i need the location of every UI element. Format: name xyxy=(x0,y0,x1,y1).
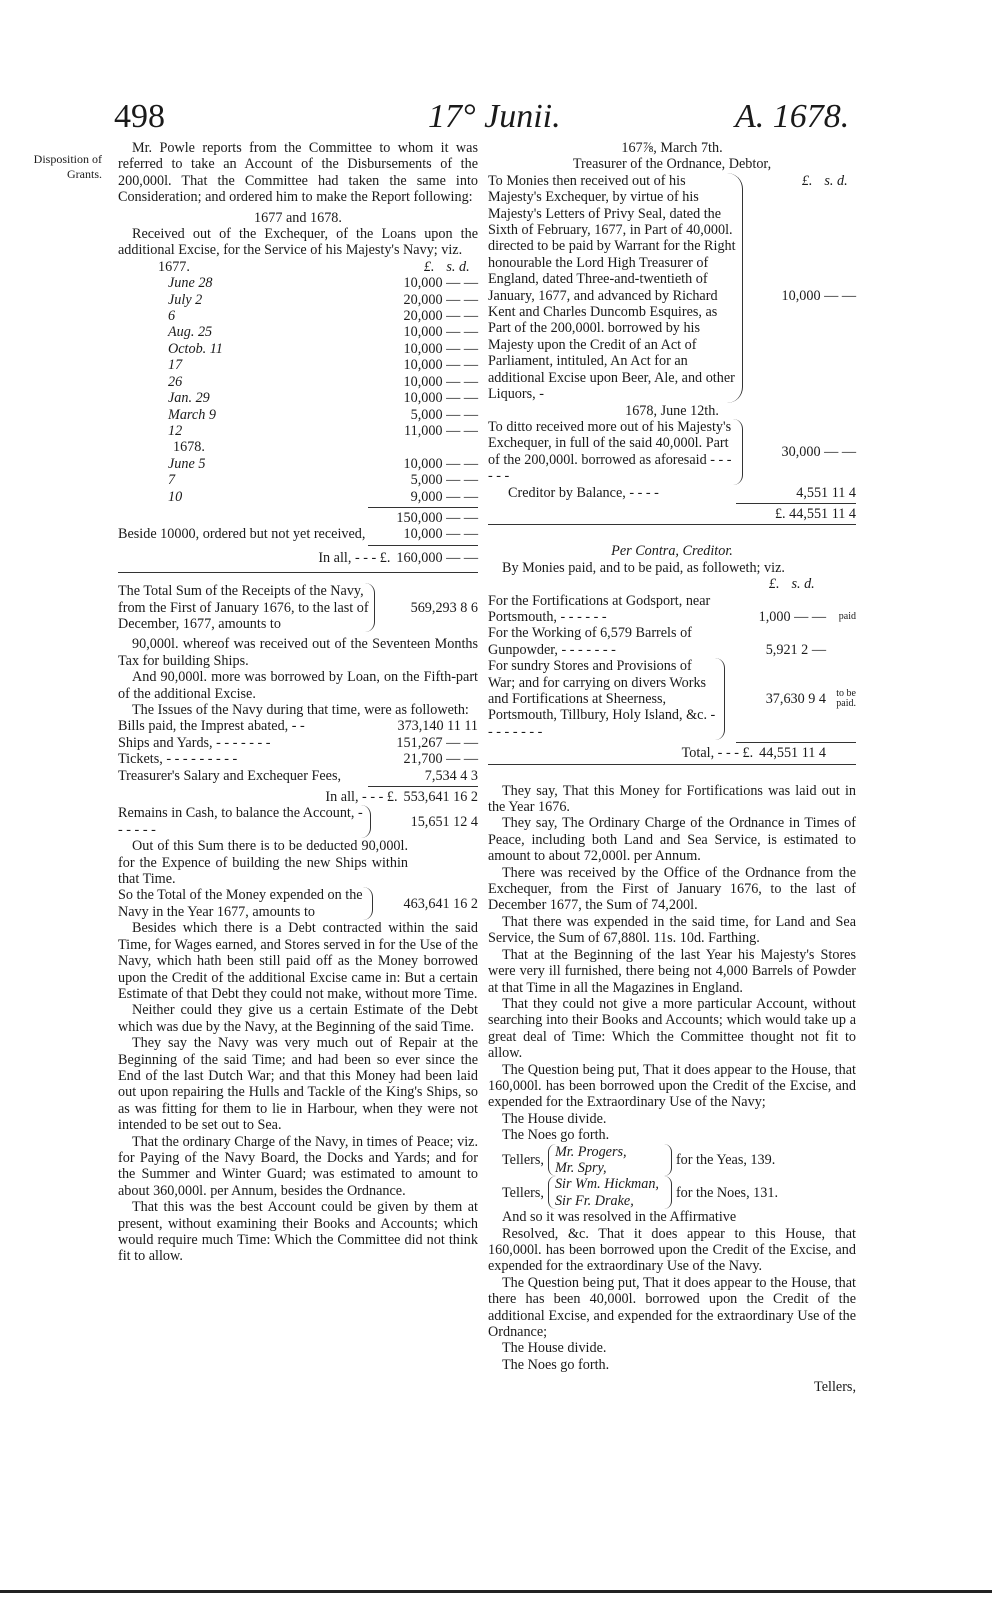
issues-heading: The Issues of the Navy during that time, were as followeth: xyxy=(132,702,469,718)
teller-progers: Mr. Progers, xyxy=(554,1143,627,1160)
yeas-result: for the Yeas, 139. xyxy=(675,1151,776,1168)
ledger-amount: 21,700 — — xyxy=(403,751,478,768)
ledger-amount: 20,000 — — xyxy=(403,308,478,325)
subtotal-amount: 150,000 — — xyxy=(396,509,478,526)
ledger-row xyxy=(118,423,478,439)
ledger-label: 10 xyxy=(168,488,183,505)
received-paragraph: Received out of the Exchequer, of the Loans upon the additional Excise, for the Service of his Majesty's Navy; viz. xyxy=(118,226,478,259)
house-divide-2: The House divide. xyxy=(502,1340,607,1357)
ledger-row xyxy=(118,768,478,784)
ledger-amount: 10,000 — — xyxy=(403,373,478,390)
para-neither: Neither could they give us a certain Estimate of the Debt which was due by the Navy, at the Beginning of the said Time. xyxy=(118,1002,478,1035)
ledger-label: Jan. 29 xyxy=(168,390,210,407)
total-receipts-row xyxy=(118,583,478,632)
expended-text: So the Total of the Money expended on the Navy in the Year 1677, amounts to xyxy=(118,887,373,920)
para-question-navy: The Question being put, That it does appear to the House, that 160,000l. has been borrowed upon the Credit of the Excise, and expended for the Extraordinary Use of the Navy; xyxy=(488,1061,856,1111)
ledger-row xyxy=(118,275,478,291)
pounds-header-r: £. xyxy=(801,172,813,189)
year-1678-label xyxy=(118,439,478,455)
ledger-label: 26 xyxy=(168,373,183,390)
credit-total-row xyxy=(488,745,856,761)
para-ordnance-charge: They say, The Ordinary Charge of the Ordnance in Times of Peace, including both Land and Sea Service, is estimated to amount to about 72,000l. per Annum. xyxy=(488,815,856,865)
ledger-label: 17 xyxy=(168,357,183,374)
remains-text: Remains in Cash, to balance the Account, - - - - - - xyxy=(118,805,371,838)
expended-row xyxy=(118,887,478,920)
left-column xyxy=(118,140,478,1265)
credit3-note: to be paid. xyxy=(836,688,856,710)
teller-drake: Sir Fr. Drake, xyxy=(554,1192,634,1209)
credit-entry-1 xyxy=(488,593,856,626)
beside-label: Beside 10000, ordered but not yet received, xyxy=(118,526,366,543)
yeas-tellers-row xyxy=(502,1144,856,1177)
creditor-balance-row xyxy=(488,485,856,501)
para-debt: Besides which there is a Debt contracted within the said Time, for Wages earned, and Stores served in for the Use of the Navy, which hath been still paid off as the Money borrowed upon the Credit of the additional Excise came in: But a certain Estimate of that Debt they could not make, without more Time. xyxy=(118,920,478,1002)
ledger-amount: 5,000 — — xyxy=(410,472,478,489)
ledger-amount: 10,000 — — xyxy=(403,340,478,357)
issues-total-row xyxy=(118,789,478,805)
page-number: 498 xyxy=(114,98,165,135)
noes-result: for the Noes, 131. xyxy=(675,1184,779,1201)
credit3-amount: 37,630 9 4 xyxy=(765,691,826,707)
ledger-amount: 10,000 — — xyxy=(403,455,478,472)
in-all-label: In all, - - - £. xyxy=(318,549,391,566)
para-90000-tax: 90,000l. whereof was received out of the Seventeen Months Tax for building Ships. xyxy=(118,636,478,669)
deduct-para: Out of this Sum there is to be deducted 90,000l. for the Expence of building the new Ships within that Time. xyxy=(118,838,408,888)
ledger-label: Octob. 11 xyxy=(168,340,223,357)
ledger-row xyxy=(118,390,478,406)
para-ordinary-charge: That the ordinary Charge of the Navy, in times of Peace; viz. for Paying of the Navy Board, the Docks and Yards; and for the Summer and Winter Guard; was estimated to amount to about 360,000l. per Annum, besides the Ordnance. xyxy=(118,1133,478,1199)
ledger-amount: 11,000 — — xyxy=(404,422,478,439)
para-question-ordnance: The Question being put, That it does appear to the House, that there has been 40,000l. borrowed upon the Credit of the additional Excise, and expended for the extraordinary Use of the Ordnance; xyxy=(488,1274,856,1341)
ledger-label: Treasurer's Salary and Exchequer Fees, xyxy=(118,767,342,784)
credit-entry-3 xyxy=(488,658,856,740)
ledger-label: 6 xyxy=(168,308,176,325)
credit1-note: paid xyxy=(838,610,856,622)
ledger-row xyxy=(118,357,478,373)
shillings-header: s. xyxy=(446,258,456,275)
ledger-label: 7 xyxy=(168,472,176,489)
ledger-row xyxy=(118,751,478,767)
para-best-account: That this was the best Account could be given by them at present, without examining their Books and Accounts; which would require much Time: Which the Committee did not think fit to allow. xyxy=(118,1199,478,1265)
para-74200: There was received by the Office of the Ordnance from the Exchequer, from the First of January 1676, to the last of December 1677, the Sum of 74,200l. xyxy=(488,864,856,914)
debtor-total-amount: £. 44,551 11 4 xyxy=(774,505,856,522)
ledger-label: Ships and Yards, - - - - - - - xyxy=(118,734,271,751)
debtor-entry-1 xyxy=(488,173,856,403)
ledger-row xyxy=(118,308,478,324)
creditor-balance-amount: 4,551 11 4 xyxy=(796,484,856,501)
pence-header: d. xyxy=(458,258,470,275)
ledger-label: March 9 xyxy=(168,406,216,423)
receipts-list-1678 xyxy=(118,456,478,505)
shillings-header-c: s. xyxy=(791,576,801,593)
tellers-label-noes: Tellers, xyxy=(502,1184,544,1201)
credit-entry-2 xyxy=(488,625,856,658)
credit3-text: For sundry Stores and Provisions of War; and for carrying on divers Works and Fortifications at Sheerness, Portsmouth, Tillbury, Holy Island, &c. - - - - - - - - xyxy=(488,658,725,740)
ledger-row xyxy=(118,489,478,505)
date-june-12: 1678, June 12th. xyxy=(625,402,719,419)
total-receipts-text: The Total Sum of the Receipts of the Navy, from the First of January 1676, to the last of December, 1677, amounts to xyxy=(118,583,375,632)
teller-spry: Mr. Spry, xyxy=(554,1159,607,1176)
noes-go-forth-2: The Noes go forth. xyxy=(502,1356,610,1373)
year-label: 1677. xyxy=(158,258,190,275)
ordnance-date-heading: 167⅞, March 7th. xyxy=(621,140,723,156)
ledger-label: 12 xyxy=(168,422,183,439)
ledger-label: Tickets, - - - - - - - - - xyxy=(118,751,238,768)
pence-header-r: d. xyxy=(836,172,848,189)
para-resolved: Resolved, &c. That it does appear to this House, that 160,000l. has been borrowed upon the Credit of the Excise, and expended for the extraordinary Use of the Navy. xyxy=(488,1225,856,1275)
para-repair: They say the Navy was very much out of Repair at the Beginning of the said Time; and had been so ever since the End of the last Dutch War; and that this Money had been laid out upon repairing the Hulls and Tackle of the King's Ships, so as was fitting for them to lie in Harbour, when they were not intended to be set out to Sea. xyxy=(118,1035,478,1134)
ledger-row xyxy=(118,324,478,340)
pounds-header-c: £. xyxy=(768,576,780,593)
ledger-amount: 10,000 — — xyxy=(403,390,478,407)
entry2-text: To ditto received more out of his Majesty's Exchequer, in full of the said 40,000l. Part of the 200,000l. borrowed as aforesaid - - - - - - xyxy=(488,419,743,485)
issues-total-label: In all, - - - £. xyxy=(325,789,398,806)
credit-total-amount: 44,551 11 4 xyxy=(759,745,826,762)
bottom-rule xyxy=(0,1590,992,1593)
total-receipts-amount: 569,293 8 6 xyxy=(410,599,478,616)
receipts-subtotal xyxy=(118,510,478,526)
right-column xyxy=(488,140,856,1396)
ledger-amount: 10,000 — — xyxy=(403,357,478,374)
ledger-row xyxy=(118,374,478,390)
margin-note: Disposition of Grants. xyxy=(33,152,102,181)
ledger-amount: 20,000 — — xyxy=(403,291,478,308)
debtor-heading: Treasurer of the Ordnance, Debtor, xyxy=(572,156,772,173)
ledger-amount: 373,140 11 11 xyxy=(397,718,478,735)
creditor-balance-label: Creditor by Balance, - - - - xyxy=(508,484,659,501)
beside-row xyxy=(118,526,478,542)
issues-total-amount: 553,641 16 2 xyxy=(403,789,478,806)
debtor-total-row xyxy=(488,506,856,522)
receipts-column-header xyxy=(118,259,478,275)
para-90000-loan: And 90,000l. more was borrowed by Loan, on the Fifth-part of the additional Excise. xyxy=(118,669,478,702)
para-fortifications-1676: They say, That this Money for Fortifications was laid out in the Year 1676. xyxy=(488,782,856,816)
ledger-row xyxy=(118,718,478,734)
per-contra-heading: Per Contra, Creditor. xyxy=(611,543,733,560)
ledger-row xyxy=(118,735,478,751)
years-heading: 1677 and 1678. xyxy=(254,209,342,226)
ledger-amount: 151,267 — — xyxy=(396,734,478,751)
catchword: Tellers, xyxy=(814,1379,856,1396)
entry2-amount: 30,000 — — xyxy=(781,443,856,460)
tellers-label-yeas: Tellers, xyxy=(502,1151,544,1168)
ledger-amount: 10,000 — — xyxy=(403,324,478,341)
teller-hickman: Sir Wm. Hickman, xyxy=(554,1176,659,1193)
ledger-amount: 7,534 4 3 xyxy=(424,767,478,784)
ledger-amount: 10,000 — — xyxy=(403,275,478,292)
in-all-amount: 160,000 — — xyxy=(396,549,478,566)
ledger-label: Bills paid, the Imprest abated, - - xyxy=(118,718,305,735)
remains-amount: 15,651 12 4 xyxy=(410,813,478,830)
noes-go-forth: The Noes go forth. xyxy=(502,1127,610,1144)
in-all-row xyxy=(118,550,478,566)
ledger-label: June 28 xyxy=(168,275,213,292)
by-monies-line: By Monies paid, and to be paid, as followeth; viz. xyxy=(502,559,785,576)
year2-label: 1678. xyxy=(173,439,205,456)
para-67880: That there was expended in the said time, for Land and Sea Service, the Sum of 67,880l. 11s. 10d. Farthing. xyxy=(488,913,856,947)
ledger-row xyxy=(118,341,478,357)
report-intro: Mr. Powle reports from the Committee to whom it was referred to take an Account of the Disbursements of the 200,000l. That the Committee had taken the same into Consideration; and ordered him to make the Report following: xyxy=(118,140,478,206)
expended-amount: 463,641 16 2 xyxy=(403,895,478,912)
page-header xyxy=(0,98,992,138)
beside-amount: 10,000 — — xyxy=(403,526,478,543)
ledger-label: Aug. 25 xyxy=(168,324,213,341)
ledger-amount: 9,000 — — xyxy=(410,488,478,505)
page-title: 17° Junii. xyxy=(428,98,561,135)
ledger-label: June 5 xyxy=(168,455,206,472)
page-year: A. 1678. xyxy=(735,98,850,135)
credit2-amount: 5,921 2 — xyxy=(765,641,826,658)
debtor-entry-2 xyxy=(488,419,856,485)
credit-column-header xyxy=(488,576,856,592)
ledger-label: July 2 xyxy=(168,291,203,308)
credit-total-label: Total, - - - £. xyxy=(681,745,754,762)
remains-row xyxy=(118,805,478,838)
entry1-text: To Monies then received out of his Majesty's Exchequer, by virtue of his Majesty's Letters of Privy Seal, dated the Sixth of February, 1677, in Part of 40,000l. directed to be paid by Warrant for the Right honourable the Lord High Treasurer of England, dated Three-and-twentieth of January, 1677, and advanced by Richard Kent and Charles Duncomb Esquires, as Part of the 200,000l. borrowed by his Majesty upon the Credit of an Act of Parliament, intituled, An Act for an additional Excise upon Beer, Ale, and other Liquors, - xyxy=(488,173,743,403)
issues-list xyxy=(118,718,478,784)
credit2-text: For the Working of 6,579 Barrels of Gunpowder, - - - - - - - xyxy=(488,625,692,658)
credit1-text: For the Fortifications at Godsport, near Portsmouth, - - - - - - xyxy=(488,592,711,625)
shillings-header-r: s. xyxy=(824,172,834,189)
noes-tellers-row xyxy=(502,1176,856,1209)
ledger-row xyxy=(118,456,478,472)
ledger-amount: 5,000 — — xyxy=(410,406,478,423)
pounds-header: £. xyxy=(423,258,435,275)
entry1-amount: 10,000 — — xyxy=(781,287,856,304)
pence-header-c: d. xyxy=(804,576,815,593)
ledger-row xyxy=(118,472,478,488)
receipts-list xyxy=(118,275,478,439)
ledger-row xyxy=(118,292,478,308)
para-powder-stores: That at the Beginning of the last Year his Majesty's Stores were very ill furnished, there being not 4,000 Barrels of Powder at that Time in all the Magazines in England. xyxy=(488,946,856,996)
resolved-affirmative: And so it was resolved in the Affirmative xyxy=(502,1209,737,1226)
ledger-row xyxy=(118,407,478,423)
credit1-amount: 1,000 — — xyxy=(758,608,826,625)
house-divide: The House divide. xyxy=(502,1110,607,1127)
para-particular-account: That they could not give a more particular Account, without searching into their Books and Accounts; which would take up a great deal of Time: Which the Committee thought not fit to allow. xyxy=(488,995,856,1062)
